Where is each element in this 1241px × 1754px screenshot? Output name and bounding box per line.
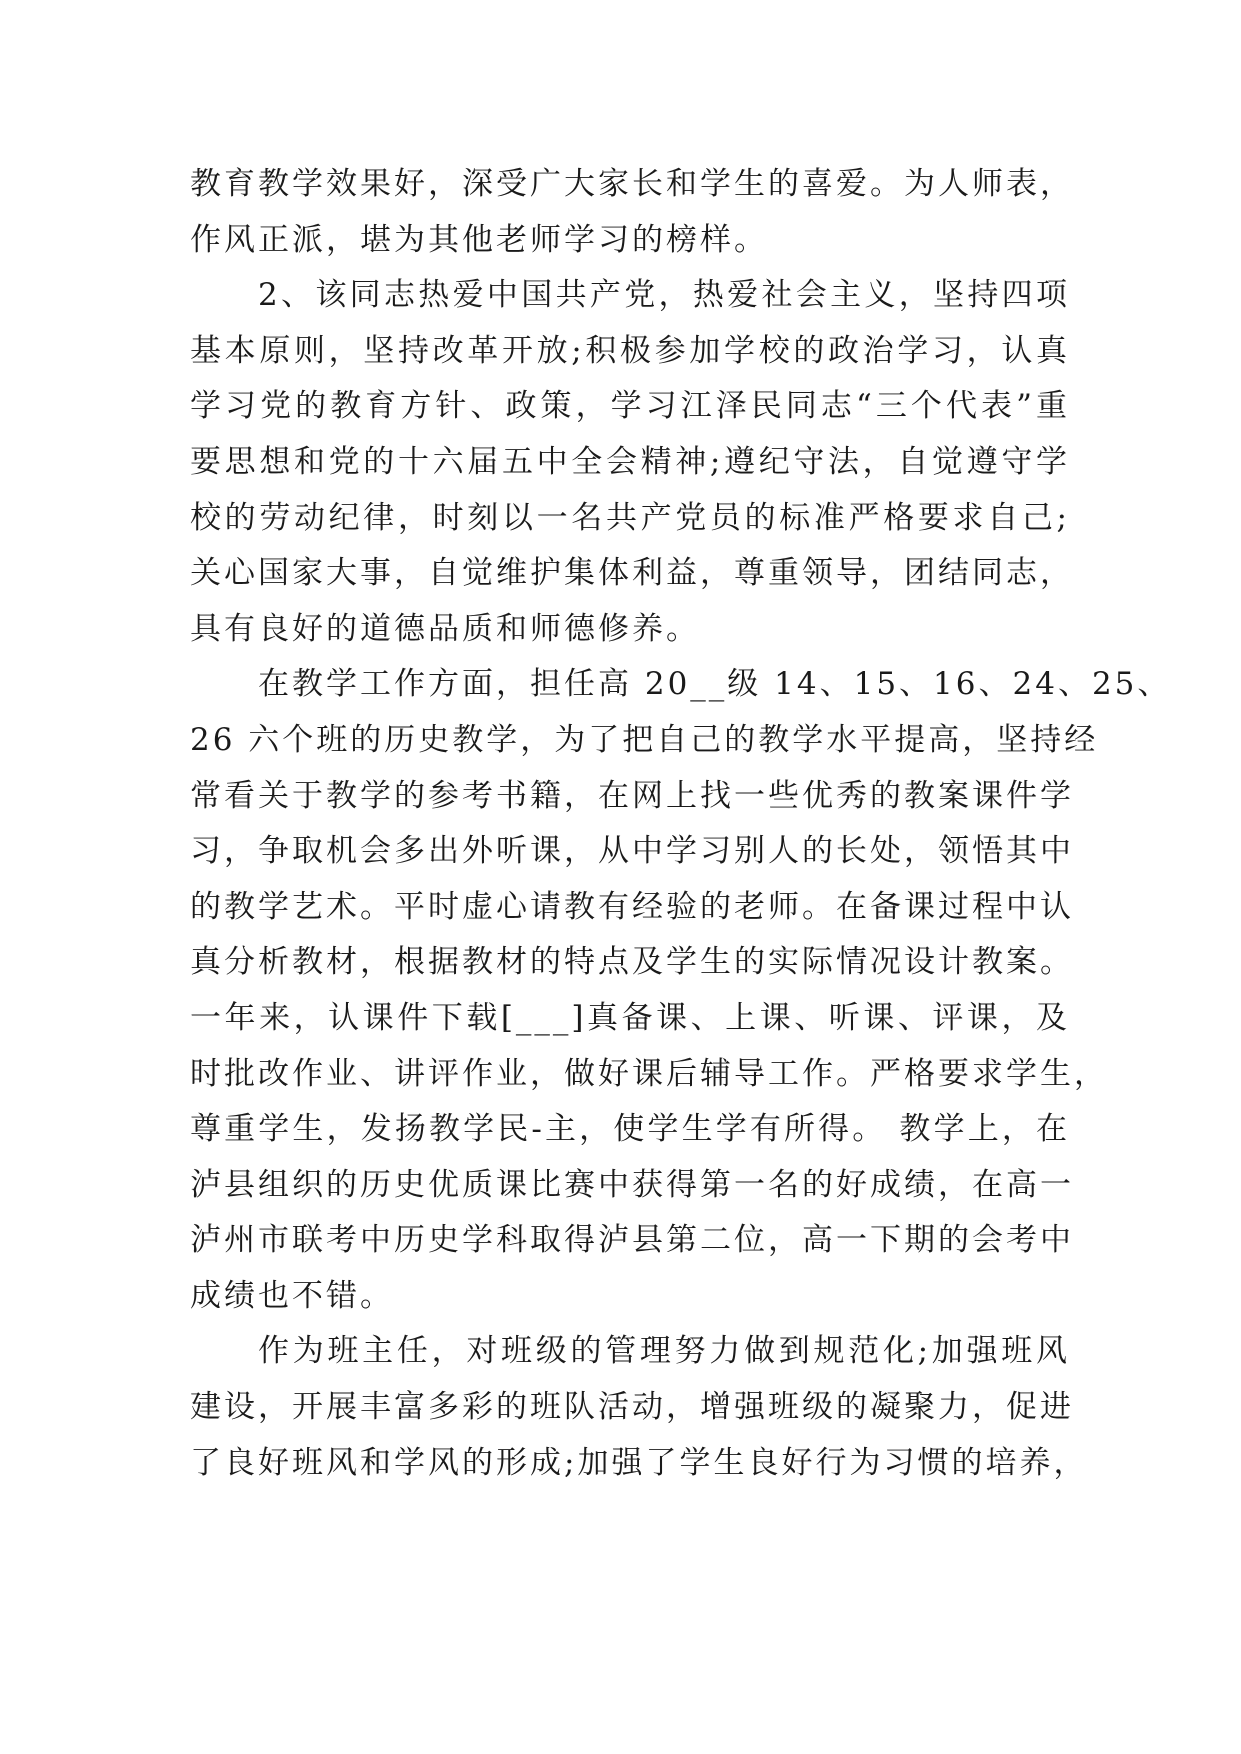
document-body [190,157,1172,1491]
text-line: 教育教学效果好，深受广大家长和学生的喜爱。为人师表， [190,166,1074,202]
text-line: 作为班主任，对班级的管理努力做到规范化;加强班风 [258,1333,1070,1370]
text-line: 在教学工作方面，担任高 20__级 14、15、16、24、25、 [258,666,1172,703]
text-line: 真分析教材，根据教材的特点及学生的实际情况设计教案。 [190,944,1074,981]
text-line: 作风正派，堪为其他老师学习的榜样。 [190,221,768,258]
text-line: 了良好班风和学风的形成;加强了学生良好行为习惯的培养， [190,1444,1088,1481]
text-line: 时批改作业、讲评作业，做好课后辅导工作。严格要求学生， [190,1055,1108,1092]
text-line: 校的劳动纪律，时刻以一名共产党员的标准严格要求自己; [190,499,1070,536]
text-line: 泸县组织的历史优质课比赛中获得第一名的好成绩，在高一 [190,1166,1074,1203]
text-line: 常看关于教学的参考书籍，在网上找一些优秀的教案课件学 [190,777,1074,814]
text-line: 基本原则，坚持改革开放;积极参加学校的政治学习，认真 [190,332,1070,369]
text-line: 尊重学生，发扬教学民-主，使学生学有所得。 教学上，在 [190,1111,1070,1148]
text-line: 建设，开展丰富多彩的班队活动，增强班级的凝聚力，促进 [190,1389,1074,1426]
text-line: 具有良好的道德品质和师德修养。 [190,610,700,647]
text-line: 关心国家大事，自觉维护集体利益，尊重领导，团结同志， [190,555,1074,592]
text-line: 一年来，认课件下载[___]真备课、上课、听课、评课，及 [190,999,1070,1036]
text-line: 泸州市联考中历史学科取得泸县第二位，高一下期的会考中 [190,1222,1074,1259]
text-line: 26 六个班的历史教学，为了把自己的教学水平提高，坚持经 [190,721,1099,758]
text-line: 成绩也不错。 [190,1277,394,1314]
text-line: 的教学艺术。平时虚心请教有经验的老师。在备课过程中认 [190,888,1074,925]
text-line: 习，争取机会多出外听课，从中学习别人的长处，领悟其中 [190,833,1074,870]
text-line: 学习党的教育方针、政策，学习江泽民同志“三个代表”重 [190,388,1070,425]
text-line: 2、该同志热爱中国共产党，热爱社会主义，坚持四项 [258,277,1070,314]
text-line: 要思想和党的十六届五中全会精神;遵纪守法，自觉遵守学 [190,443,1070,480]
